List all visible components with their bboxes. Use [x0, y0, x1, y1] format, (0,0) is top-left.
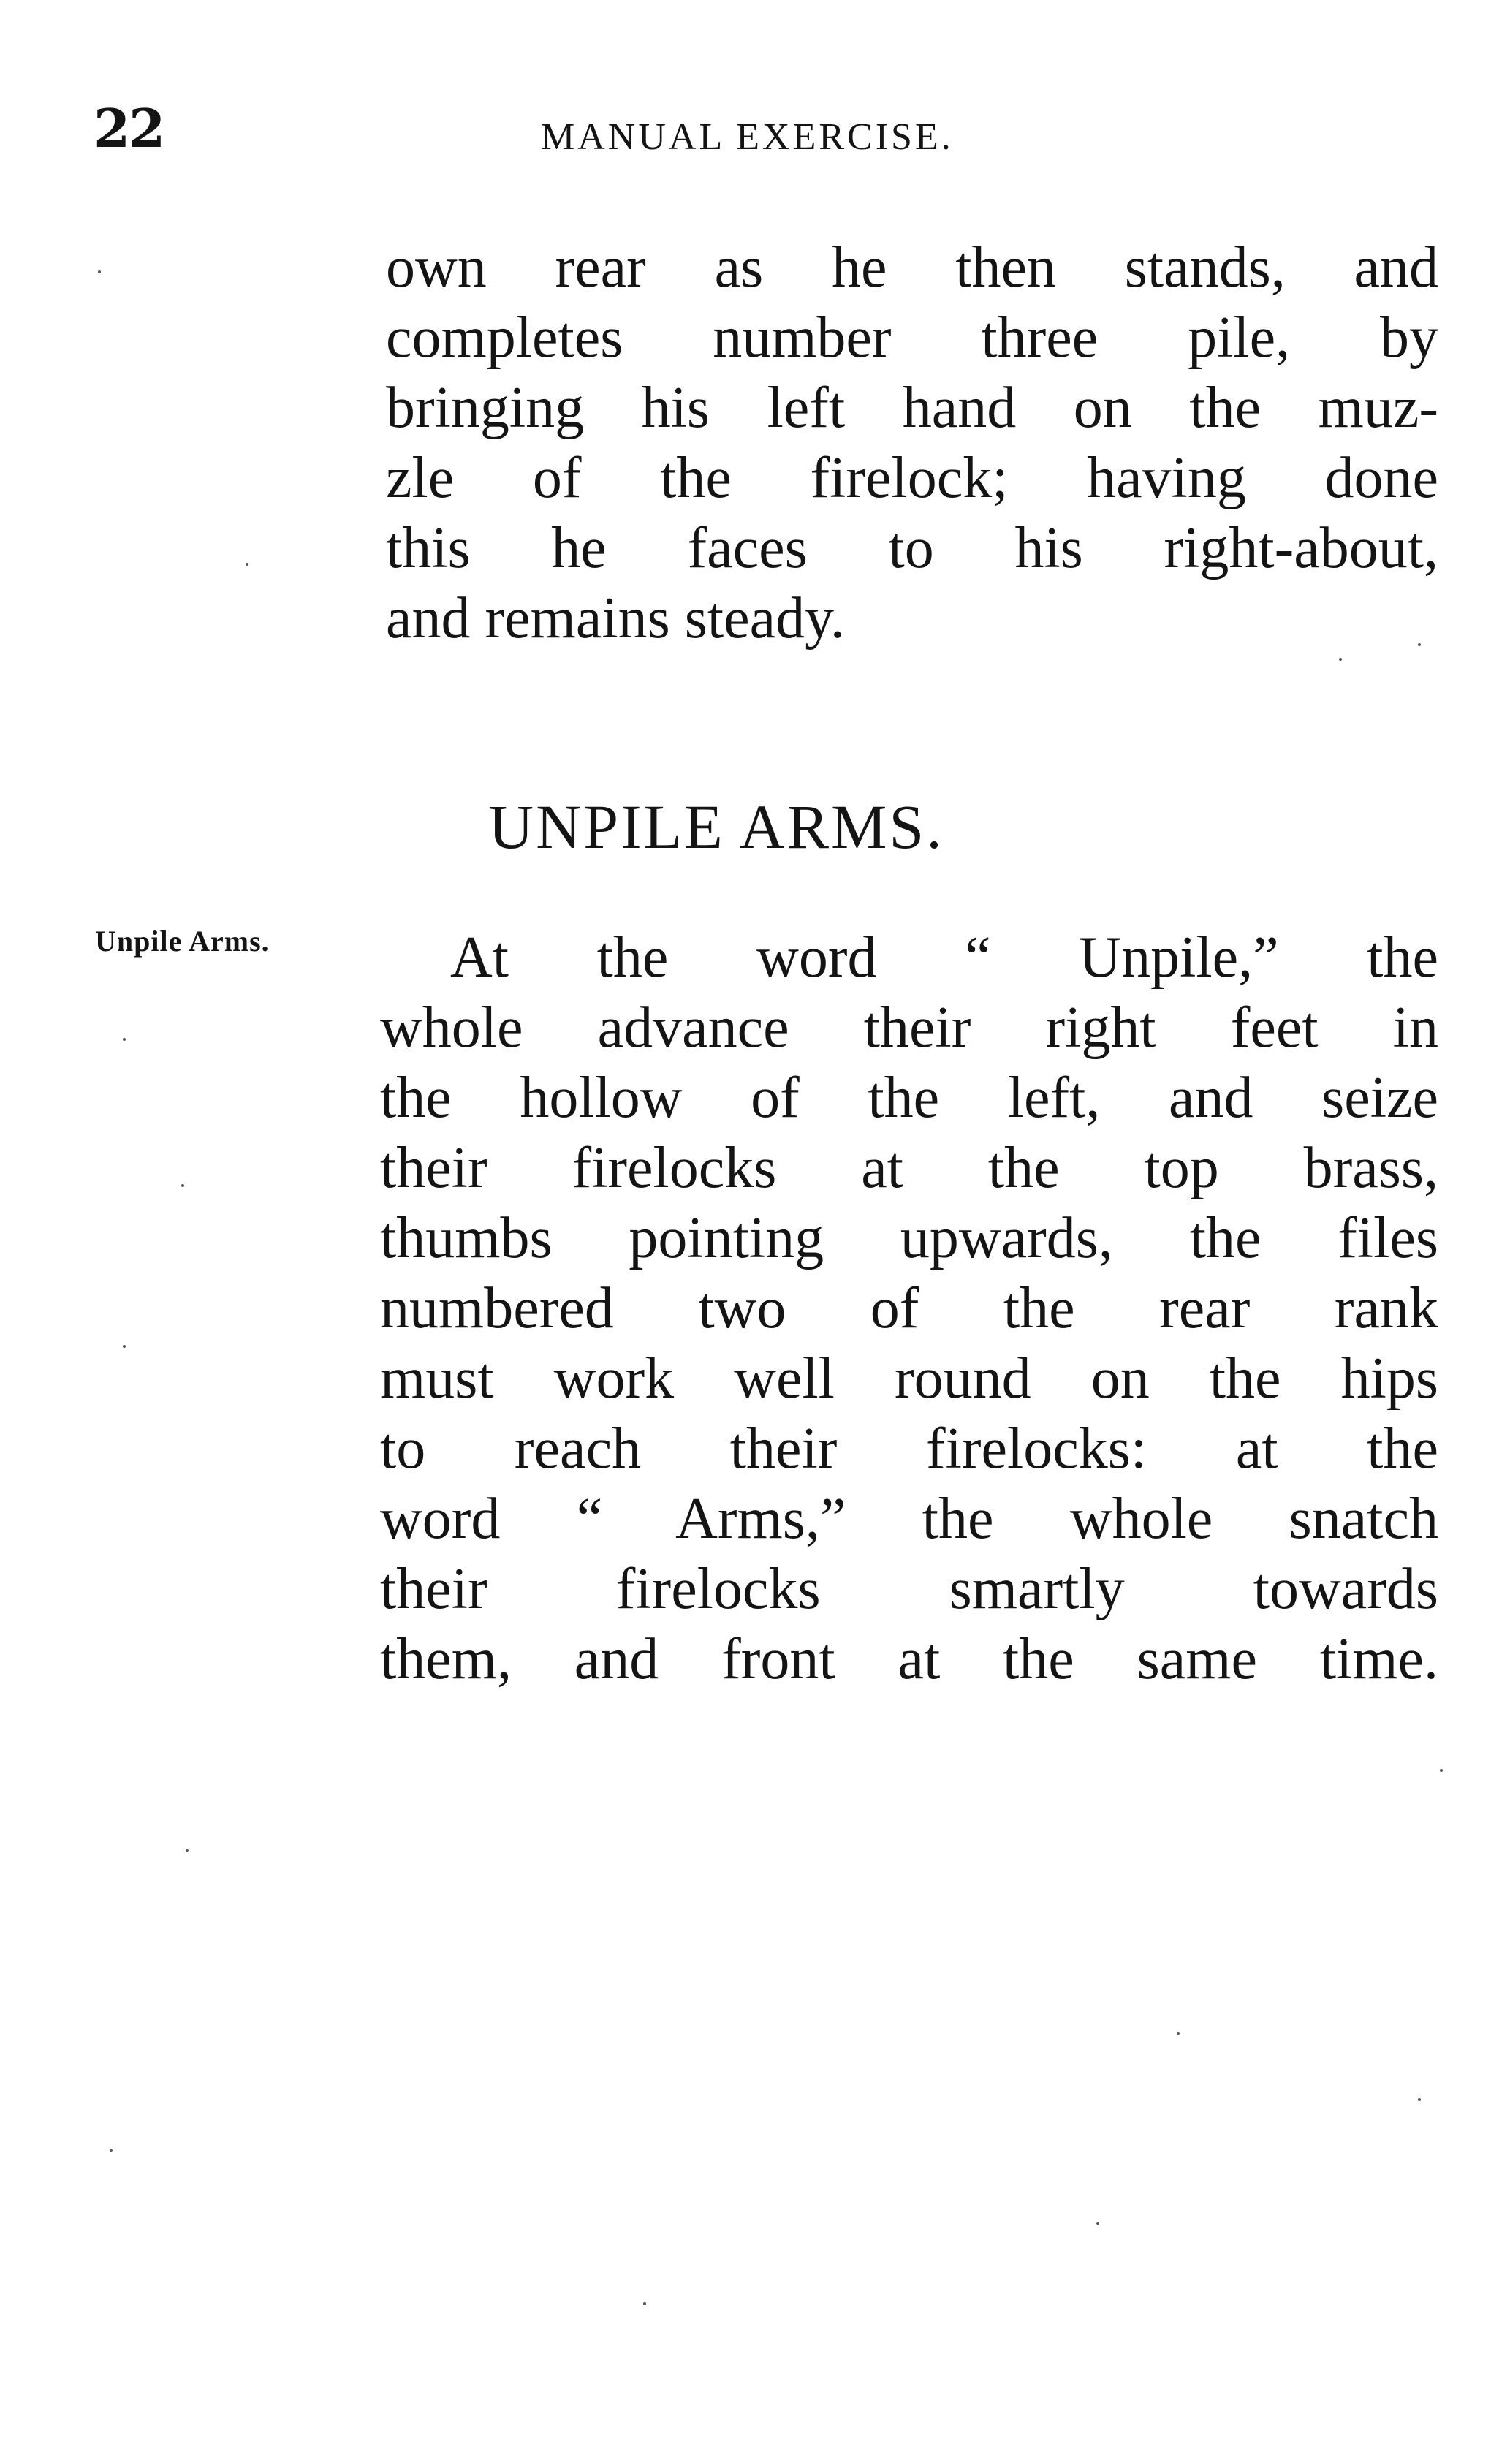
text-line: must work well round on the hips — [380, 1346, 1438, 1411]
print-speck — [1339, 658, 1342, 661]
print-speck — [643, 2302, 646, 2305]
text-line: them, and front at the same time. — [380, 1627, 1438, 1691]
print-speck — [98, 270, 101, 273]
text-line: own rear as he then stands, and — [386, 235, 1438, 300]
print-speck — [1440, 1769, 1443, 1772]
page-number: 22 — [94, 97, 164, 159]
print-speck — [186, 1849, 189, 1852]
text-line: to reach their firelocks: at the — [380, 1417, 1438, 1481]
section-heading: UNPILE ARMS. — [488, 792, 944, 862]
text-line: zle of the firelock; having done — [386, 446, 1438, 510]
text-line: this he faces to his right-about, — [386, 516, 1438, 580]
text-line: their firelocks smartly towards — [380, 1557, 1438, 1621]
print-speck — [246, 563, 248, 566]
print-speck — [110, 2149, 113, 2152]
text-line: word “ Arms,” the whole snatch — [380, 1487, 1438, 1551]
text-line: bringing his left hand on the muz- — [386, 376, 1438, 440]
print-speck — [1418, 643, 1421, 646]
text-line: whole advance their right feet in — [380, 996, 1438, 1060]
print-speck — [181, 1184, 184, 1187]
text-line: completes number three pile, by — [386, 306, 1438, 370]
text-line: their firelocks at the top brass, — [380, 1136, 1438, 1200]
paragraph-unpile-arms — [380, 922, 1438, 1694]
paragraph-continued — [386, 232, 1438, 653]
text-line: thumbs pointing upwards, the files — [380, 1206, 1438, 1270]
print-speck — [123, 1345, 126, 1348]
text-line: numbered two of the rear rank — [380, 1276, 1438, 1341]
text-line: and remains steady. — [386, 586, 845, 651]
print-speck — [1418, 2098, 1421, 2101]
text-line: the hollow of the left, and seize — [380, 1066, 1438, 1130]
margin-note: Unpile Arms. — [95, 925, 270, 958]
text-line: At the word “ Unpile,” the — [450, 925, 1438, 990]
print-speck — [1096, 2222, 1099, 2225]
print-speck — [123, 1038, 126, 1041]
running-head: MANUAL EXERCISE. — [541, 116, 954, 158]
print-speck — [1177, 2032, 1180, 2035]
